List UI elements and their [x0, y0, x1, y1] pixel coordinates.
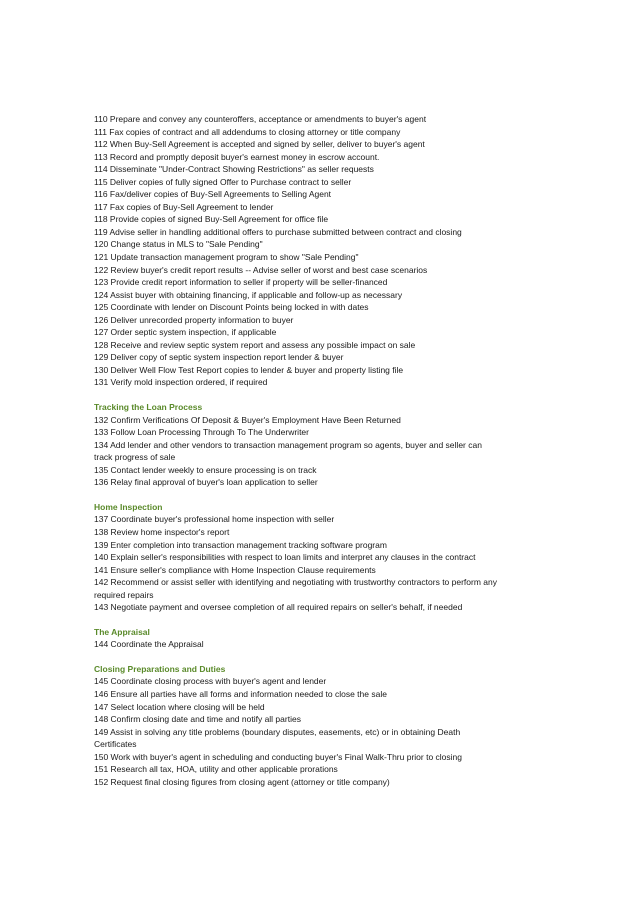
section-spacer — [94, 389, 554, 401]
list-item: 146 Ensure all parties have all forms and information needed to close the sale — [94, 688, 387, 699]
list-item-continuation: Certificates — [94, 739, 137, 750]
list-item: 143 Negotiate payment and oversee completion of all required repairs on seller's behalf, if needed — [94, 602, 463, 613]
list-item: 125 Coordinate with lender on Discount Points being locked in with dates — [94, 302, 369, 313]
list-item: 131 Verify mold inspection ordered, if required — [94, 377, 268, 388]
list-item: 150 Work with buyer's agent in scheduling and conducting buyer's Final Walk-Thru prior to closing — [94, 751, 462, 762]
list-item: 141 Ensure seller's compliance with Home Inspection Clause requirements — [94, 564, 376, 575]
section-spacer — [94, 651, 554, 663]
list-item: 110 Prepare and convey any counteroffers, acceptance or amendments to buyer's agent — [94, 114, 427, 124]
list-item: 136 Relay final approval of buyer's loan application to seller — [94, 477, 318, 488]
list-item: 145 Coordinate closing process with buyer's agent and lender — [94, 676, 327, 687]
list-item: 119 Advise seller in handling additional offers to purchase submitted between contract and closing — [94, 226, 462, 237]
list-item: 115 Deliver copies of fully signed Offer to Purchase contract to seller — [94, 176, 352, 187]
section-spacer — [94, 489, 554, 501]
section-heading: The Appraisal — [94, 626, 150, 637]
list-item-continuation: required repairs — [94, 589, 154, 600]
list-item: 123 Provide credit report information to seller if property will be seller-financed — [94, 277, 388, 288]
list-item: 134 Add lender and other vendors to transaction management program so agents, buyer and seller can — [94, 439, 482, 450]
list-item: 120 Change status in MLS to "Sale Pending" — [94, 239, 263, 250]
list-item: 132 Confirm Verifications Of Deposit & Buyer's Employment Have Been Returned — [94, 414, 401, 425]
list-item: 152 Request final closing figures from closing agent (attorney or title company) — [94, 776, 390, 787]
document-page — [94, 113, 554, 788]
list-item: 124 Assist buyer with obtaining financing, if applicable and follow-up as necessary — [94, 289, 403, 300]
list-item: 112 When Buy-Sell Agreement is accepted and signed by seller, deliver to buyer's agent — [94, 139, 425, 150]
section-heading: Home Inspection — [94, 501, 163, 512]
list-item: 127 Order septic system inspection, if applicable — [94, 327, 277, 338]
list-item: 122 Review buyer's credit report results -- Advise seller of worst and best case scenarios — [94, 264, 428, 275]
list-item: 114 Disseminate "Under-Contract Showing Restrictions" as seller requests — [94, 164, 374, 175]
list-item: 113 Record and promptly deposit buyer's earnest money in escrow account. — [94, 151, 380, 162]
section-appraisal — [94, 626, 554, 651]
list-item: 142 Recommend or assist seller with identifying and negotiating with trustworthy contractors to perform any — [94, 577, 497, 588]
list-item: 117 Fax copies of Buy-Sell Agreement to lender — [94, 201, 274, 212]
list-item: 128 Receive and review septic system report and assess any possible impact on sale — [94, 339, 416, 350]
list-item-continuation: track progress of sale — [94, 452, 176, 463]
list-item: 133 Follow Loan Processing Through To The Underwriter — [94, 427, 309, 438]
list-item: 129 Deliver copy of septic system inspection report lender & buyer — [94, 352, 344, 363]
list-item: 121 Update transaction management program to show "Sale Pending" — [94, 252, 359, 263]
list-item: 135 Contact lender weekly to ensure processing is on track — [94, 464, 317, 475]
section-loan-process — [94, 401, 554, 489]
list-item: 116 Fax/deliver copies of Buy-Sell Agreements to Selling Agent — [94, 189, 332, 200]
list-item: 140 Explain seller's responsibilities with respect to loan limits and interpret any clauses in the contract — [94, 552, 476, 563]
list-item: 149 Assist in solving any title problems (boundary disputes, easements, etc) or in obtaining Death — [94, 726, 461, 737]
list-item: 118 Provide copies of signed Buy-Sell Agreement for office file — [94, 214, 329, 225]
list-item: 126 Deliver unrecorded property information to buyer — [94, 314, 294, 325]
list-item: 147 Select location where closing will be held — [94, 701, 265, 712]
list-item: 137 Coordinate buyer's professional home inspection with seller — [94, 514, 335, 525]
section-closing-preparations — [94, 663, 554, 788]
section-spacer — [94, 614, 554, 626]
list-item: 111 Fax copies of contract and all addendums to closing attorney or title company — [94, 126, 401, 137]
list-item: 151 Research all tax, HOA, utility and other applicable prorations — [94, 764, 338, 775]
section-home-inspection — [94, 501, 554, 614]
list-item: 130 Deliver Well Flow Test Report copies to lender & buyer and property listing file — [94, 364, 404, 375]
section-heading: Tracking the Loan Process — [94, 402, 203, 413]
section-heading: Closing Preparations and Duties — [94, 663, 226, 674]
list-item: 144 Coordinate the Appraisal — [94, 639, 204, 650]
list-item: 138 Review home inspector's report — [94, 526, 230, 537]
list-item: 139 Enter completion into transaction management tracking software program — [94, 539, 387, 550]
checklist-block — [94, 113, 554, 389]
list-item: 148 Confirm closing date and time and notify all parties — [94, 714, 301, 725]
